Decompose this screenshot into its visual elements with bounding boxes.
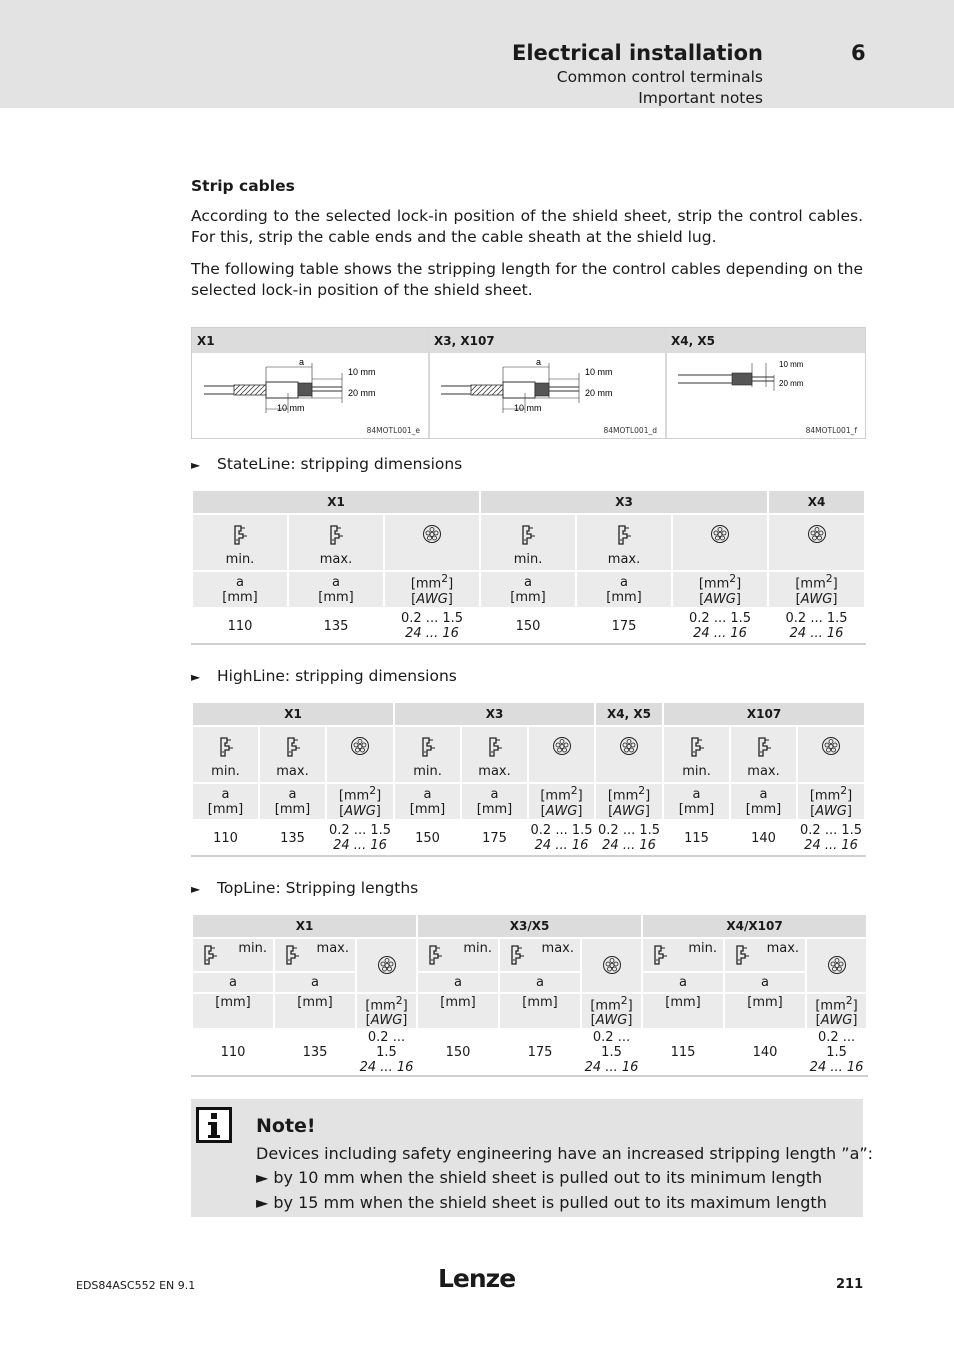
stripping-icon	[615, 524, 633, 550]
cross-section-cell	[581, 938, 642, 993]
value-cell: 150	[417, 1029, 499, 1076]
stateline-table	[191, 489, 866, 645]
value-cell: 140	[730, 820, 797, 856]
value-cell: 0.2 ... 1.5 24 ... 16	[326, 820, 394, 856]
min-cell: min.	[480, 514, 576, 571]
unit-cell: a [mm]	[394, 783, 461, 820]
stripping-icon	[755, 736, 773, 762]
cross-section-cell	[797, 726, 865, 783]
figure-id: 84MOTL001_e	[366, 426, 420, 435]
value-cell: 175	[576, 608, 672, 644]
group-header: X1	[192, 702, 394, 726]
max-cell: max.	[724, 938, 806, 972]
dim-a-label: a	[536, 357, 542, 367]
min-cell: min.	[192, 938, 274, 972]
stripping-icon	[688, 736, 706, 762]
section-heading: Strip cables	[191, 177, 295, 195]
value-cell: 135	[259, 820, 326, 856]
min-cell: min.	[192, 514, 288, 571]
figure-panel-x4-x5	[666, 328, 865, 438]
dim-a-label: a	[299, 357, 305, 367]
wire-cross-section-icon	[827, 955, 847, 979]
value-cell: 0.2 ... 1.5 24 ... 16	[595, 820, 663, 856]
figure-panel-head: X3, X107	[429, 328, 665, 353]
min-cell: min.	[642, 938, 724, 972]
highline-table	[191, 701, 866, 857]
unit-cell: a [mm]	[259, 783, 326, 820]
unit-cell: a	[499, 972, 581, 993]
unit-cell: $[mm^2]$ [AWG]	[581, 993, 642, 1029]
dim-10mm-label: 10 mm	[585, 367, 613, 377]
dim-20mm-label: 20 mm	[779, 379, 804, 388]
cable-drawing	[192, 353, 428, 433]
group-header: X4/X107	[642, 914, 867, 938]
stripping-icon	[201, 944, 219, 970]
unit-cell: a [mm]	[288, 571, 384, 608]
unit-cell: a [mm]	[192, 571, 288, 608]
unit-cell: a [mm]	[461, 783, 528, 820]
max-cell: max.	[288, 514, 384, 571]
stripping-icon	[508, 944, 526, 970]
value-cell: 115	[663, 820, 730, 856]
unit-cell: $[mm^2]$ [AWG]	[384, 571, 480, 608]
value-cell: 0.2 ... 1.5 24 ... 16	[528, 820, 595, 856]
wire-cross-section-icon	[377, 955, 397, 979]
unit-cell: a [mm]	[663, 783, 730, 820]
unit-cell: a [mm]	[192, 783, 259, 820]
stripping-icon	[217, 736, 235, 762]
topline-table	[191, 913, 868, 1077]
unit-cell: [mm]	[642, 993, 724, 1029]
unit-cell: a [mm]	[480, 571, 576, 608]
max-cell: max.	[461, 726, 528, 783]
min-cell: min.	[192, 726, 259, 783]
min-cell: min.	[394, 726, 461, 783]
value-cell: 150	[394, 820, 461, 856]
stripping-icon	[284, 736, 302, 762]
value-cell: 0.2 ... 1.5 24 ... 16	[797, 820, 865, 856]
value-cell: 135	[288, 608, 384, 644]
figure-panel-head: X4, X5	[666, 328, 865, 353]
intro-paragraph-1: According to the selected lock-in position of the shield sheet, strip the control cables. For this, strip the cable ends and the cable sheath at the shield lug.	[191, 207, 863, 246]
topline-heading: ► TopLine: Stripping lengths	[191, 879, 419, 897]
stripping-icon	[283, 944, 301, 970]
dim-10mm-lower-label: 10 mm	[277, 403, 305, 413]
unit-cell: [mm]	[192, 993, 274, 1029]
stripping-icon	[733, 944, 751, 970]
dim-10mm-lower-label: 10 mm	[514, 403, 542, 413]
stripping-icon	[327, 524, 345, 550]
wire-cross-section-icon	[807, 524, 827, 548]
value-cell: 0.2 ... 1.5 24 ... 16	[384, 608, 480, 644]
unit-cell: a	[274, 972, 356, 993]
stripping-figure	[191, 327, 866, 439]
value-cell: 0.2 ... 1.5 24 ... 16	[581, 1029, 642, 1076]
group-header: X1	[192, 490, 480, 514]
highline-heading: ► HighLine: stripping dimensions	[191, 667, 457, 685]
group-header: X3	[480, 490, 768, 514]
value-cell: 140	[724, 1029, 806, 1076]
lenze-logo: Lenze	[438, 1264, 516, 1293]
group-header: X3/X5	[417, 914, 642, 938]
document-id: EDS84ASC552 EN 9.1	[76, 1279, 196, 1292]
value-cell: 0.2 ... 1.5 24 ... 16	[806, 1029, 867, 1076]
cross-section-cell	[356, 938, 417, 993]
max-cell: max.	[274, 938, 356, 972]
chapter-number: 6	[851, 41, 866, 65]
cable-drawing	[429, 353, 665, 433]
wire-cross-section-icon	[422, 524, 442, 548]
wire-cross-section-icon	[710, 524, 730, 548]
figure-panel-x1	[192, 328, 430, 438]
wire-cross-section-icon	[821, 736, 841, 760]
unit-cell: $[mm^2]$ [AWG]	[528, 783, 595, 820]
note-title: Note!	[256, 1115, 316, 1137]
note-text: Devices including safety engineering have an increased stripping length ”a”:	[256, 1144, 874, 1163]
value-cell: 110	[192, 820, 259, 856]
figure-panel-head: X1	[192, 328, 428, 353]
cable-drawing	[666, 353, 865, 433]
note-bullet-1: ► by 10 mm when the shield sheet is pulled out to its minimum length	[256, 1168, 823, 1187]
figure-panel-x3-x107	[429, 328, 667, 438]
wire-cross-section-icon	[619, 736, 639, 760]
unit-cell: a	[642, 972, 724, 993]
intro-paragraph-2: The following table shows the stripping length for the control cables depending on the selected lock-in position of the shield sheet.	[191, 260, 863, 299]
cross-section-cell	[595, 726, 663, 783]
value-cell: 115	[642, 1029, 724, 1076]
cross-section-cell	[672, 514, 768, 571]
dim-10mm-label: 10 mm	[779, 360, 804, 369]
min-cell: min.	[417, 938, 499, 972]
stripping-icon	[486, 736, 504, 762]
stripping-icon	[231, 524, 249, 550]
group-header: X4	[768, 490, 865, 514]
cross-section-cell	[768, 514, 865, 571]
note-bullet-2: ► by 15 mm when the shield sheet is pulled out to its maximum length	[256, 1193, 827, 1212]
dim-20mm-label: 20 mm	[585, 388, 613, 398]
chapter-title: Electrical installation	[512, 41, 763, 65]
unit-cell: $[mm^2]$ [AWG]	[768, 571, 865, 608]
unit-cell: $[mm^2]$ [AWG]	[326, 783, 394, 820]
page-header	[0, 0, 954, 108]
unit-cell: [mm]	[417, 993, 499, 1029]
max-cell: max.	[259, 726, 326, 783]
value-cell: 150	[480, 608, 576, 644]
unit-cell: [mm]	[499, 993, 581, 1029]
wire-cross-section-icon	[350, 736, 370, 760]
unit-cell: [mm]	[274, 993, 356, 1029]
value-cell: 110	[192, 608, 288, 644]
stripping-icon	[519, 524, 537, 550]
wire-cross-section-icon	[552, 736, 572, 760]
value-cell: 0.2 ... 1.5 24 ... 16	[672, 608, 768, 644]
value-cell: 110	[192, 1029, 274, 1076]
cross-section-cell	[806, 938, 867, 993]
dim-20mm-label: 20 mm	[348, 388, 376, 398]
max-cell: max.	[576, 514, 672, 571]
stateline-heading: ► StateLine: stripping dimensions	[191, 455, 463, 473]
unit-cell: [mm]	[724, 993, 806, 1029]
value-cell: 135	[274, 1029, 356, 1076]
figure-id: 84MOTL001_f	[805, 426, 857, 435]
unit-cell: a [mm]	[576, 571, 672, 608]
wire-cross-section-icon	[602, 955, 622, 979]
unit-cell: $[mm^2]$ [AWG]	[797, 783, 865, 820]
cross-section-cell	[528, 726, 595, 783]
value-cell: 175	[499, 1029, 581, 1076]
unit-cell: $[mm^2]$ [AWG]	[806, 993, 867, 1029]
chapter-subtitle: Common control terminals	[556, 68, 763, 86]
figure-id: 84MOTL001_d	[603, 426, 657, 435]
value-cell: 0.2 ... 1.5 24 ... 16	[768, 608, 865, 644]
info-icon	[196, 1107, 232, 1143]
max-cell: max.	[730, 726, 797, 783]
chapter-subsubtitle: Important notes	[638, 89, 763, 107]
cross-section-cell	[384, 514, 480, 571]
stripping-icon	[426, 944, 444, 970]
unit-cell: $[mm^2]$ [AWG]	[672, 571, 768, 608]
unit-cell: a [mm]	[730, 783, 797, 820]
group-header: X107	[663, 702, 865, 726]
group-header: X3	[394, 702, 595, 726]
unit-cell: a	[724, 972, 806, 993]
unit-cell: $[mm^2]$ [AWG]	[356, 993, 417, 1029]
value-cell: 0.2 ... 1.5 24 ... 16	[356, 1029, 417, 1076]
unit-cell: a	[192, 972, 274, 993]
value-cell: 175	[461, 820, 528, 856]
group-header: X1	[192, 914, 417, 938]
dim-10mm-label: 10 mm	[348, 367, 376, 377]
page-number: 211	[836, 1277, 864, 1292]
stripping-icon	[419, 736, 437, 762]
group-header: X4, X5	[595, 702, 663, 726]
cross-section-cell	[326, 726, 394, 783]
unit-cell: $[mm^2]$ [AWG]	[595, 783, 663, 820]
max-cell: max.	[499, 938, 581, 972]
unit-cell: a	[417, 972, 499, 993]
min-cell: min.	[663, 726, 730, 783]
stripping-icon	[651, 944, 669, 970]
